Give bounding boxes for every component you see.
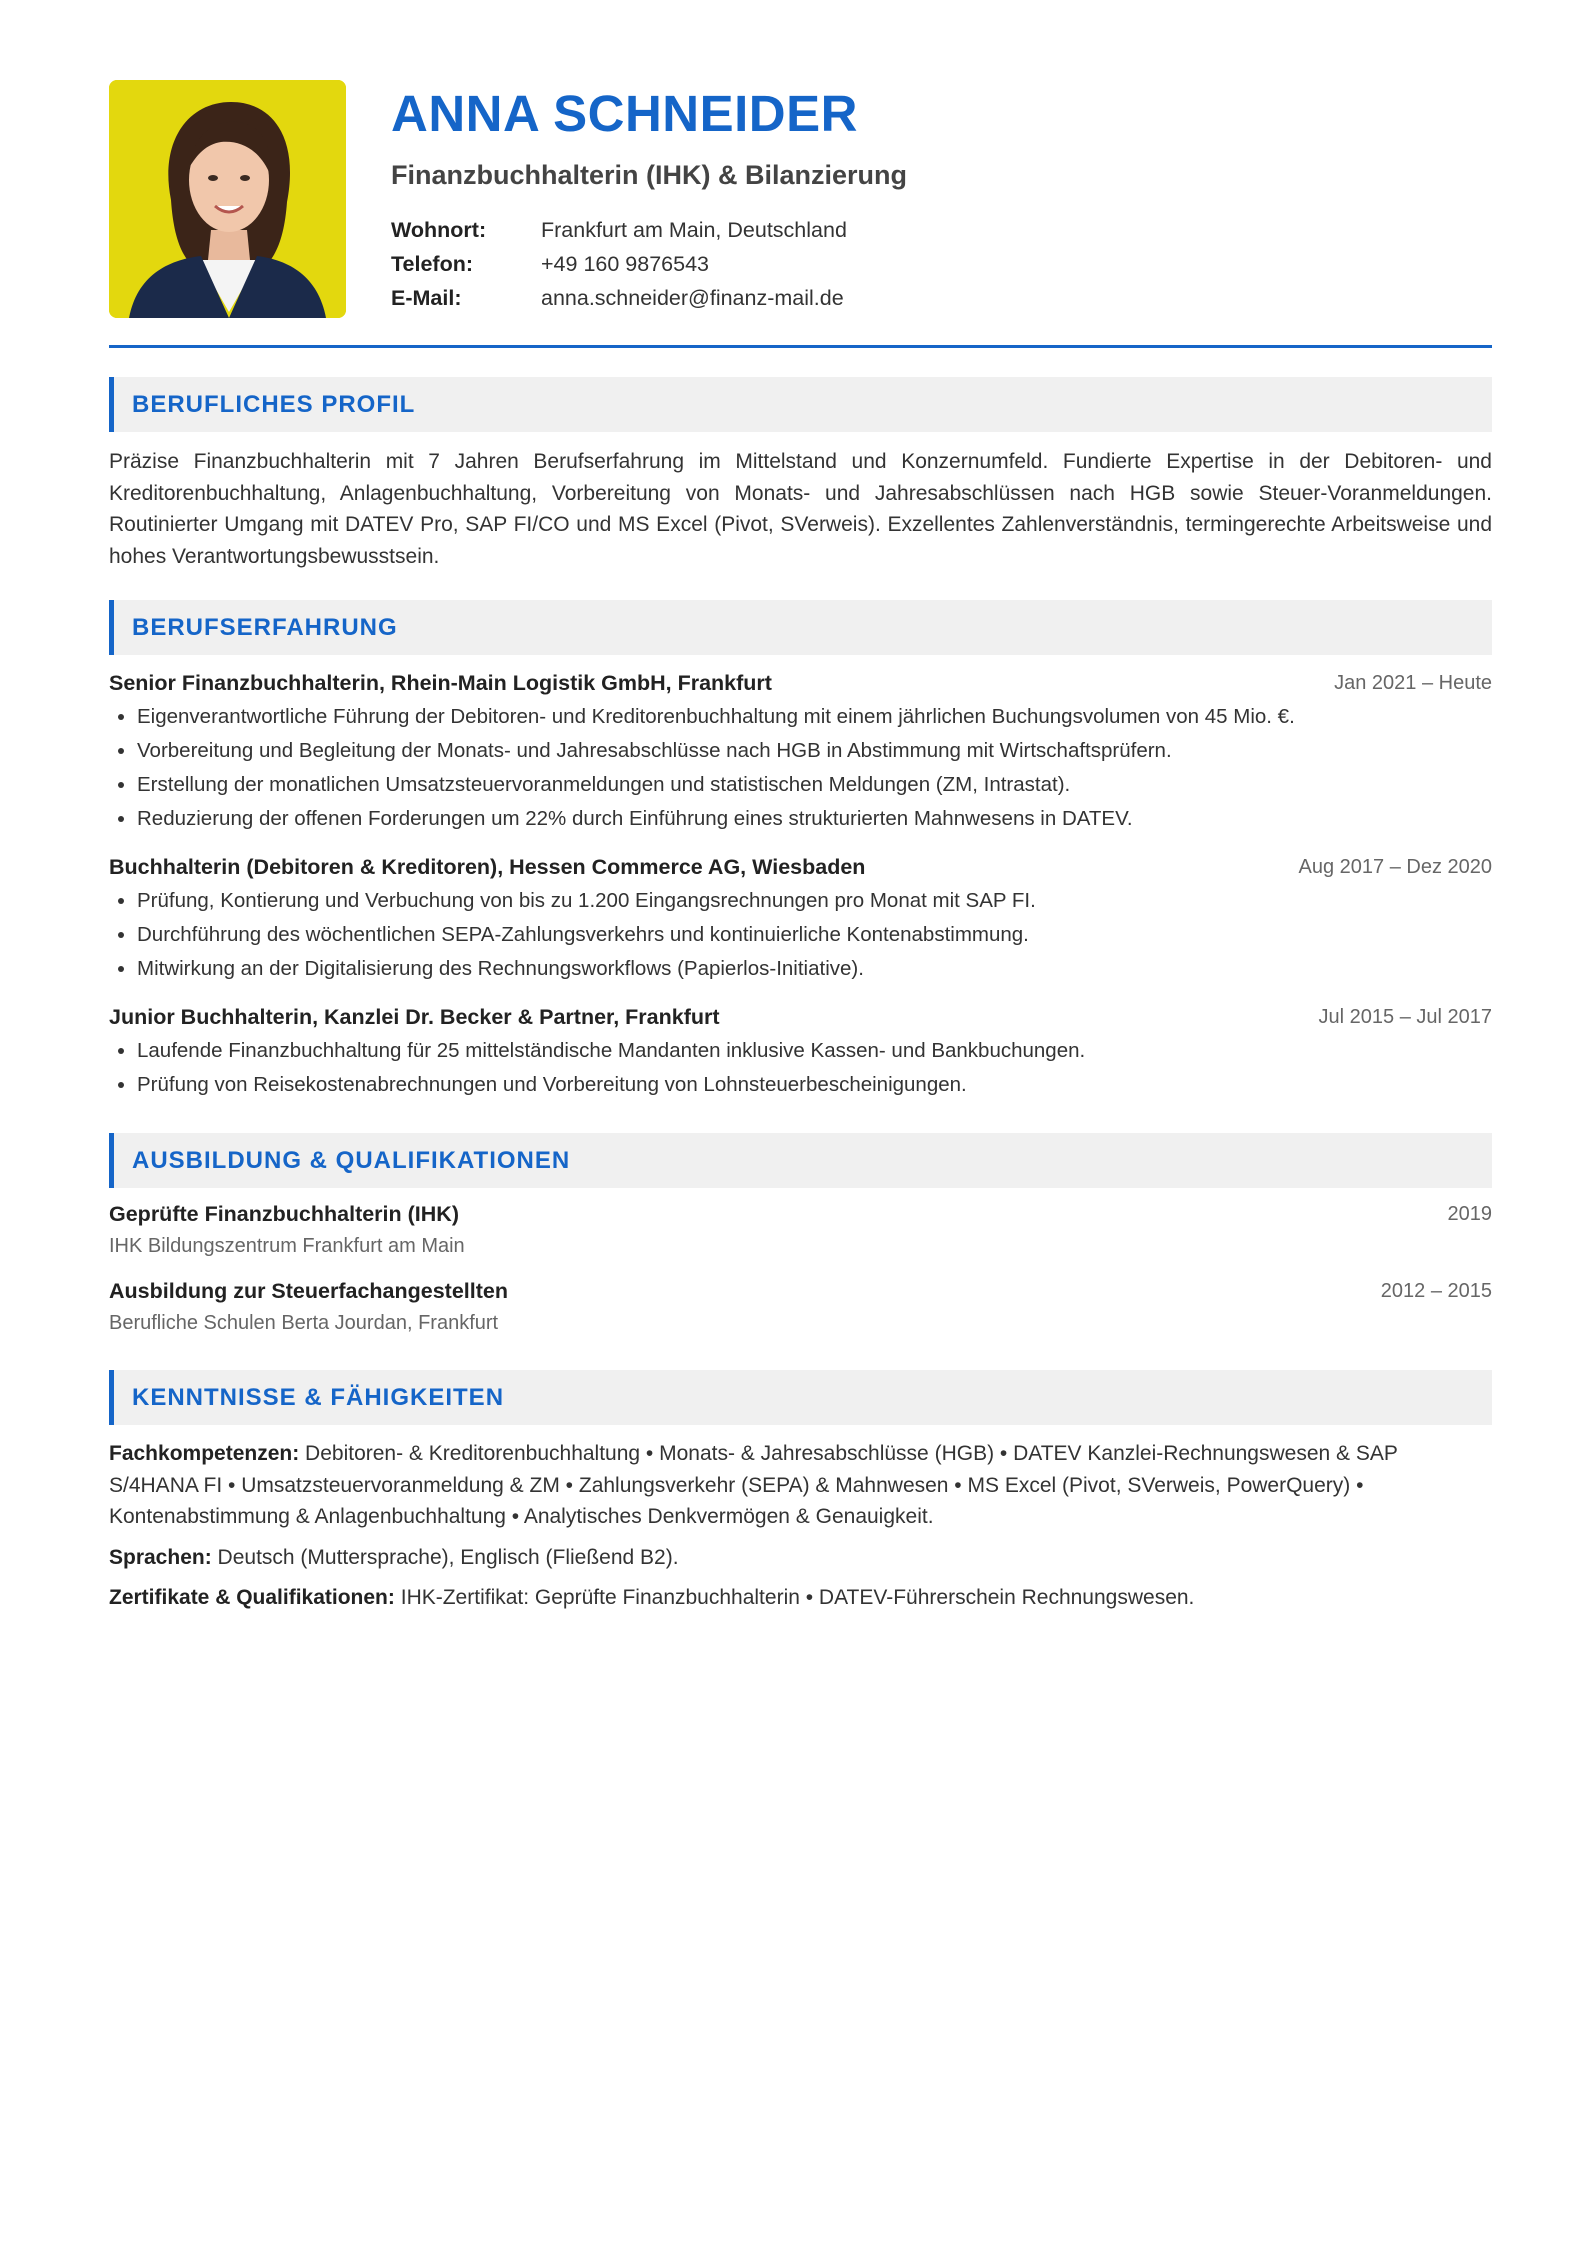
job-bullets [109,1034,1492,1102]
job-bullet: • Vorbereitung und Begleitung der Monats- und Jahresabschlüsse nach HGB in Abstimmung mit Wirtschaftsprüfern. [137,734,1492,768]
education-entry [109,1199,1492,1263]
section-heading-experience [109,600,1492,655]
skills-text: IHK-Zertifikat: Geprüfte Finanzbuchhalterin • DATEV-Führerschein Rechnungswesen. [400,1586,1195,1609]
contact-value: anna.schneider@finanz-mail.de [541,286,844,310]
job-date: Aug 2017 – Dez 2020 [1298,856,1492,878]
job-bullet: • Erstellung der monatlichen Umsatzsteuervoranmeldungen und statistischen Meldungen (ZM, Intrastat). [137,768,1492,802]
job-title: Buchhalterin (Debitoren & Kreditoren), Hessen Commerce AG, Wiesbaden [109,855,866,879]
profile-photo [109,80,346,318]
skills-text: Debitoren- & Kreditorenbuchhaltung • Monats- & Jahresabschlüsse (HGB) • DATEV Kanzlei-Rechnungswesen & SAP S/4HANA FI • Umsatzsteuervoranmeldung & ZM • Zahlungsverkehr (SEPA) & Mahnwesen • MS Excel (Pivot, SVerweis, PowerQuery) • Kontenabstimmung & Anlagenbuchhaltung • Analytisches Denkvermögen & Genauigkeit. [109,1442,1398,1528]
job-title: Senior Finanzbuchhalterin, Rhein-Main Logistik GmbH, Frankfurt [109,671,772,695]
contact-row-phone [391,247,847,281]
job-date: Jul 2015 – Jul 2017 [1318,1006,1492,1028]
section-title: BERUFSERFAHRUNG [132,614,398,641]
job-bullet: • Durchführung des wöchentlichen SEPA-Zahlungsverkehrs und kontinuierliche Kontenabstimmung. [137,918,1492,952]
job-bullet: • Reduzierung der offenen Forderungen um 22% durch Einführung eines strukturierten Mahnwesens in DATEV. [137,802,1492,836]
skills-text: Deutsch (Muttersprache), Englisch (Fließend B2). [217,1545,679,1569]
education-date: 2019 [1447,1203,1492,1225]
section-heading-education [109,1133,1492,1188]
header-divider [109,345,1492,348]
section-title: AUSBILDUNG & QUALIFIKATIONEN [132,1147,571,1174]
section-heading-profile [109,377,1492,432]
job-bullet: • Eigenverantwortliche Führung der Debitoren- und Kreditorenbuchhaltung mit einem jährlichen Buchungsvolumen von 45 Mio. €. [137,700,1492,734]
candidate-title: Finanzbuchhalterin (IHK) & Bilanzierung [391,160,908,190]
skills-paragraph [109,1582,1492,1614]
job-entry [109,668,1492,836]
skills-paragraph [109,1438,1492,1533]
job-bullets [109,700,1492,836]
contact-label: Wohnort: [391,218,487,242]
skills-paragraph [109,1542,1492,1574]
job-entry [109,852,1492,986]
job-bullets [109,884,1492,986]
education-institution: Berufliche Schulen Berta Jourdan, Frankfurt [109,1312,499,1334]
education-title: Geprüfte Finanzbuchhalterin (IHK) [109,1202,459,1226]
job-bullet: • Laufende Finanzbuchhaltung für 25 mittelständische Mandanten inklusive Kassen- und Bankbuchungen. [137,1034,1492,1068]
education-entry [109,1276,1492,1340]
resume-header [109,80,1492,320]
section-title: KENNTNISSE & FÄHIGKEITEN [132,1384,505,1411]
job-bullet: • Prüfung, Kontierung und Verbuchung von bis zu 1.200 Eingangsrechnungen pro Monat mit SAP FI. [137,884,1492,918]
contact-info [391,213,847,315]
job-entry [109,1002,1492,1102]
education-date: 2012 – 2015 [1380,1280,1492,1302]
contact-label: E-Mail: [391,286,462,310]
skills-label: Zertifikate & Qualifikationen: [109,1586,395,1609]
education-institution: IHK Bildungszentrum Frankfurt am Main [109,1235,465,1257]
skills-label: Sprachen: [109,1545,212,1569]
section-title: BERUFLICHES PROFIL [132,391,416,418]
section-heading-skills [109,1370,1492,1425]
candidate-name: ANNA SCHNEIDER [391,85,858,142]
contact-label: Telefon: [391,252,474,276]
skills-list [109,1438,1492,1623]
job-date: Jan 2021 – Heute [1334,672,1492,694]
profile-summary: Präzise Finanzbuchhalterin mit 7 Jahren Berufserfahrung im Mittelstand und Konzernumfeld. Fundierte Expertise in der Debitoren- und Kreditorenbuchhaltung, Anlagenbuchhaltung, Vorbereitung von Monats- und Jahresabschlüssen nach HGB sowie Steuer-Voranmeldungen. Routinierter Umgang mit DATEV Pro, SAP FI/CO und MS Excel (Pivot, SVerweis). Exzellentes Zahlenverständnis, termingerechte Arbeitsweise und hohes Verantwortungsbewusstsein. [109,450,1492,568]
contact-row-location [391,213,847,247]
skills-label: Fachkompetenzen: [109,1442,300,1465]
portrait-image [109,80,346,318]
job-title: Junior Buchhalterin, Kanzlei Dr. Becker & Partner, Frankfurt [109,1005,720,1029]
education-title: Ausbildung zur Steuerfachangestellten [109,1279,508,1303]
contact-row-email [391,281,847,315]
contact-value: Frankfurt am Main, Deutschland [541,218,847,242]
contact-value: +49 160 9876543 [541,252,709,276]
job-bullet: • Prüfung von Reisekostenabrechnungen und Vorbereitung von Lohnsteuerbescheinigungen. [137,1068,1492,1102]
job-bullet: • Mitwirkung an der Digitalisierung des Rechnungsworkflows (Papierlos-Initiative). [137,952,1492,986]
